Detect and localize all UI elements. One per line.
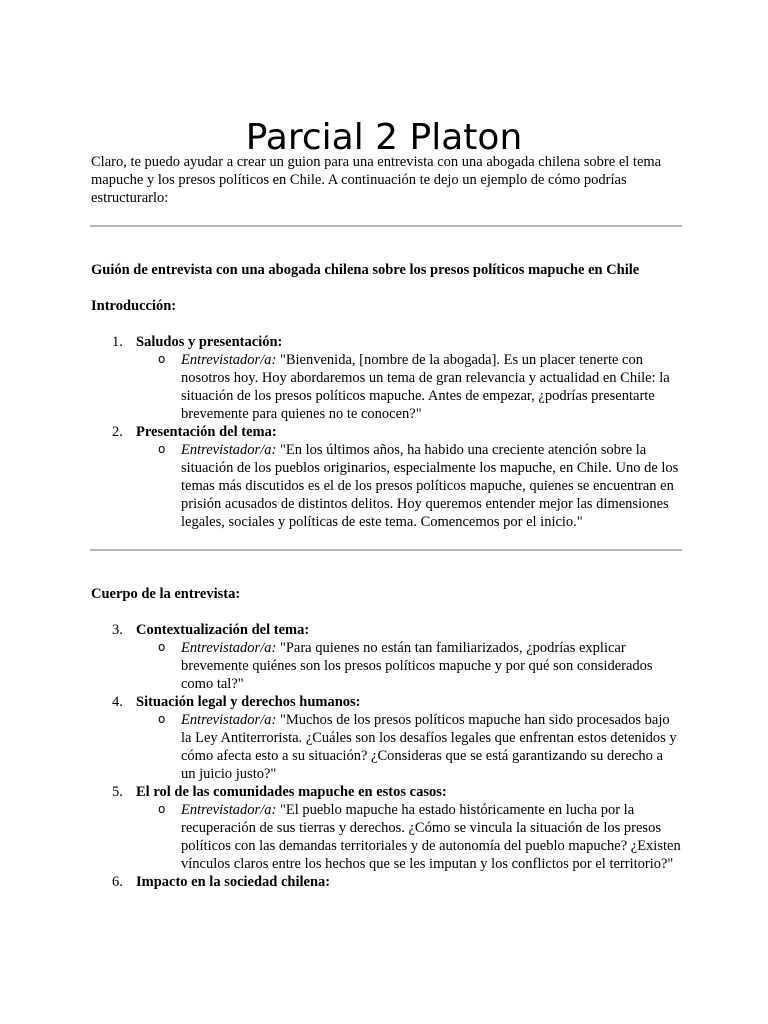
list-item (91, 693, 681, 783)
hollow-bullet-icon: o (158, 640, 166, 654)
item-number: 6. (112, 874, 123, 890)
item-number: 4. (112, 694, 123, 710)
intro-heading: Introducción: (91, 298, 177, 314)
sub-list (136, 351, 681, 423)
question-text: "Bienvenida, [nombre de la abogada]. Es un placer tenerte con nosotros hoy. Hoy abordaremos un tema de gran relevancia y actualidad en Chile: la situación de los presos políticos mapuche. Antes de empezar, ¿podrías presentarte brevemente para quienes no te conocen?" (181, 352, 670, 422)
speaker-label: Entrevistador/a: (181, 640, 277, 656)
list-item (91, 621, 681, 693)
sub-list (136, 639, 681, 693)
hollow-bullet-icon: o (158, 352, 166, 366)
question-item (136, 801, 681, 873)
hollow-bullet-icon: o (158, 442, 166, 456)
list-item (91, 783, 681, 873)
item-number: 1. (112, 334, 123, 350)
speaker-label: Entrevistador/a: (181, 442, 277, 458)
speaker-label: Entrevistador/a: (181, 712, 277, 728)
document-content (91, 153, 681, 891)
item-number: 3. (112, 622, 123, 638)
item-title: Saludos y presentación: (136, 334, 283, 350)
document-title: Parcial 2 Platon (245, 117, 523, 159)
speaker-label: Entrevistador/a: (181, 802, 277, 818)
question-item (136, 351, 681, 423)
intro-question-list (91, 333, 681, 531)
item-number: 2. (112, 424, 123, 440)
body-heading: Cuerpo de la entrevista: (91, 586, 241, 602)
hollow-bullet-icon: o (158, 802, 166, 816)
intro-paragraph: Claro, te puedo ayudar a crear un guion para una entrevista con una abogada chilena sobre el tema mapuche y los presos políticos en Chile. A continuación te dejo un ejemplo de cómo podrías estructurarlo: (91, 154, 662, 206)
item-title: Contextualización del tema: (136, 622, 310, 638)
sub-list (136, 801, 681, 873)
body-question-list (91, 621, 681, 891)
speaker-label: Entrevistador/a: (181, 352, 277, 368)
section-divider (90, 225, 682, 227)
question-item (136, 711, 681, 783)
question-text: "Muchos de los presos políticos mapuche han sido procesados bajo la Ley Antiterrorista. ¿Cuáles son los desafíos legales que enfrentan estos detenidos y cómo afecta esto a su situación? ¿Consideras que se está garantizando su derecho a un juicio justo?" (181, 712, 677, 782)
question-item (136, 441, 681, 531)
list-item (91, 423, 681, 531)
item-title: Situación legal y derechos humanos: (136, 694, 361, 710)
list-item (91, 873, 681, 891)
guion-title: Guión de entrevista con una abogada chilena sobre los presos políticos mapuche en Chile (91, 262, 640, 278)
question-text: "El pueblo mapuche ha estado históricamente en lucha por la recuperación de sus tierras y derechos. ¿Cómo se vincula la situación de los presos políticos con las demandas territoriales y de autonomía del pueblo mapuche? ¿Existen vínculos claros entre los hechos que se les imputan y los conflictos por el territorio?" (181, 802, 681, 872)
list-item (91, 333, 681, 423)
question-text: "Para quienes no están tan familiarizados, ¿podrías explicar brevemente quiénes son los presos políticos mapuche y por qué son considerados como tal?" (181, 640, 653, 692)
item-title: Presentación del tema: (136, 424, 277, 440)
item-title: Impacto en la sociedad chilena: (136, 874, 331, 890)
sub-list (136, 441, 681, 531)
item-title: El rol de las comunidades mapuche en estos casos: (136, 784, 447, 800)
sub-list (136, 711, 681, 783)
item-number: 5. (112, 784, 123, 800)
question-item (136, 639, 681, 693)
section-divider (90, 549, 682, 551)
question-text: "En los últimos años, ha habido una creciente atención sobre la situación de los pueblos originarios, especialmente los mapuche, en Chile. Uno de los temas más discutidos es el de los presos políticos mapuche, quienes se encuentran en prisión acusados de distintos delitos. Hoy queremos entender mejor las dimensiones legales, sociales y políticas de este tema. Comencemos por el inicio." (181, 442, 679, 530)
hollow-bullet-icon: o (158, 712, 166, 726)
